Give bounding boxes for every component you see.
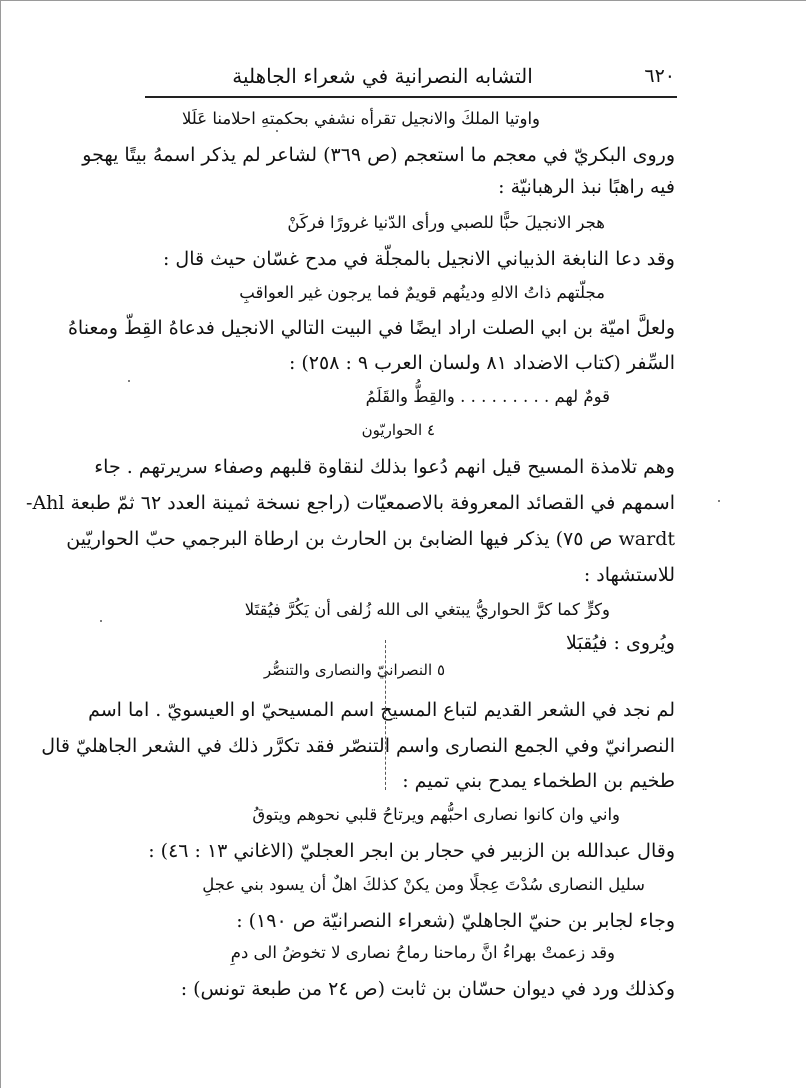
prose-line: طخيم بن الطخماء يمدح بني تميم : (402, 770, 675, 792)
verse-line: هجر الانجيلَ حبًّا للصبي ورأى الدّنيا غرورًا فركَنْ (287, 213, 605, 232)
scan-speck (276, 130, 278, 132)
prose-line: وقد دعا النابغة الذبياني الانجيل بالمجلّة في مدح غسّان حيث قال : (162, 248, 675, 270)
prose-line: لم نجد في الشعر القديم لتباع المسيح اسم المسيحيّ او العيسويّ . اما اسم (88, 699, 675, 721)
verse-line: وكرٍّ كما كرَّ الحواريُّ يبتغي الى الله زُلفى أن يَكُرَّ فيُقتَلا (244, 600, 610, 619)
section-heading: ٥ النصرانيّ والنصارى والتنصُّر (263, 661, 445, 679)
scan-speck (128, 380, 130, 382)
prose-line: النصرانيّ وفي الجمع النصارى واسم التنصّر فقد تكرَّر ذلك في الشعر الجاهليّ قال (41, 735, 675, 757)
prose-line: ولعلَّ اميّة بن ابي الصلت اراد ايضًا في البيت التالي الانجيل فدعاهُ القِطّ ومعناهُ (67, 317, 675, 339)
scan-artifact-dashed-line (385, 640, 386, 790)
prose-line: السِّفر (كتاب الاضداد ٨١ ولسان العرب ٩ : ٢٥٨) : (288, 352, 675, 374)
running-title: التشابه النصرانية في شعراء الجاهلية (232, 64, 533, 88)
prose-line: وكذلك ورد في ديوان حسّان بن ثابت (ص ٢٤ من طبعة تونس) : (180, 978, 675, 1000)
prose-line: اسمهم في القصائد المعروفة بالاصمعيّات (راجع نسخة ثمينة العدد ٦٢ ثمّ طبعة Ahl- (26, 492, 675, 514)
prose-line: وقال عبدالله بن الزبير في حجار بن ابجر العجليّ (الاغاني ١٣ : ٤٦) : (148, 840, 675, 862)
scan-speck (718, 500, 720, 502)
prose-line: وهم تلامذة المسيح قيل انهم دُعوا بذلك لنقاوة قلبهم وصفاء سريرتهم . جاء (94, 456, 675, 478)
verse-line: واوتيا الملكَ والانجيل تقرأه نشفي بحكمتهِ احلامنا عَلَلا (181, 109, 540, 128)
verse-line: وقد زعمتْ بهراءُ انَّ رماحنا رماحُ نصارى لا تخوضُ الى دمِ (230, 943, 615, 962)
prose-line: للاستشهاد : (583, 564, 675, 586)
prose-line: wardt ص ٧٥) يذكر فيها الضابئ بن الحارث بن ارطاة البرجمي حبّ الحواريّين (66, 528, 675, 550)
scan-speck (100, 620, 102, 622)
prose-line: فيه راهبًا نبذ الرهبانيّة : (498, 176, 675, 198)
verse-line: سليل النصارى سُدْتَ عِجلًا ومن يكنْ كذلكَ اهلٌ أن يسود بني عجلِ (202, 875, 645, 894)
verse-line: مجلّتهم ذاتُ الالهِ ودينُهم قويمٌ فما يرجون غير العواقبِ (239, 283, 605, 302)
page-number: ٦٢٠ (644, 65, 675, 87)
section-heading: ٤ الحواريّون (361, 421, 435, 439)
header-rule (145, 96, 677, 98)
verse-line: قومٌ لهم . . . . . . . . . والقِطُّ والقَلَمُ (365, 387, 610, 406)
running-header (145, 62, 675, 92)
prose-line: وجاء لجابر بن حنيّ الجاهليّ (شعراء النصرانيّة ص ١٩٠) : (236, 910, 675, 932)
prose-line: ويُروى : فيُقبَلا (566, 632, 675, 654)
verse-line: واني وان كانوا نصارى احبُّهم ويرتاحُ قلبي نحوهم ويتوقُ (252, 805, 620, 824)
prose-line: وروى البكريّ في معجم ما استعجم (ص ٣٦٩) لشاعر لم يذكر اسمهُ بيتًا يهجو (82, 144, 675, 166)
